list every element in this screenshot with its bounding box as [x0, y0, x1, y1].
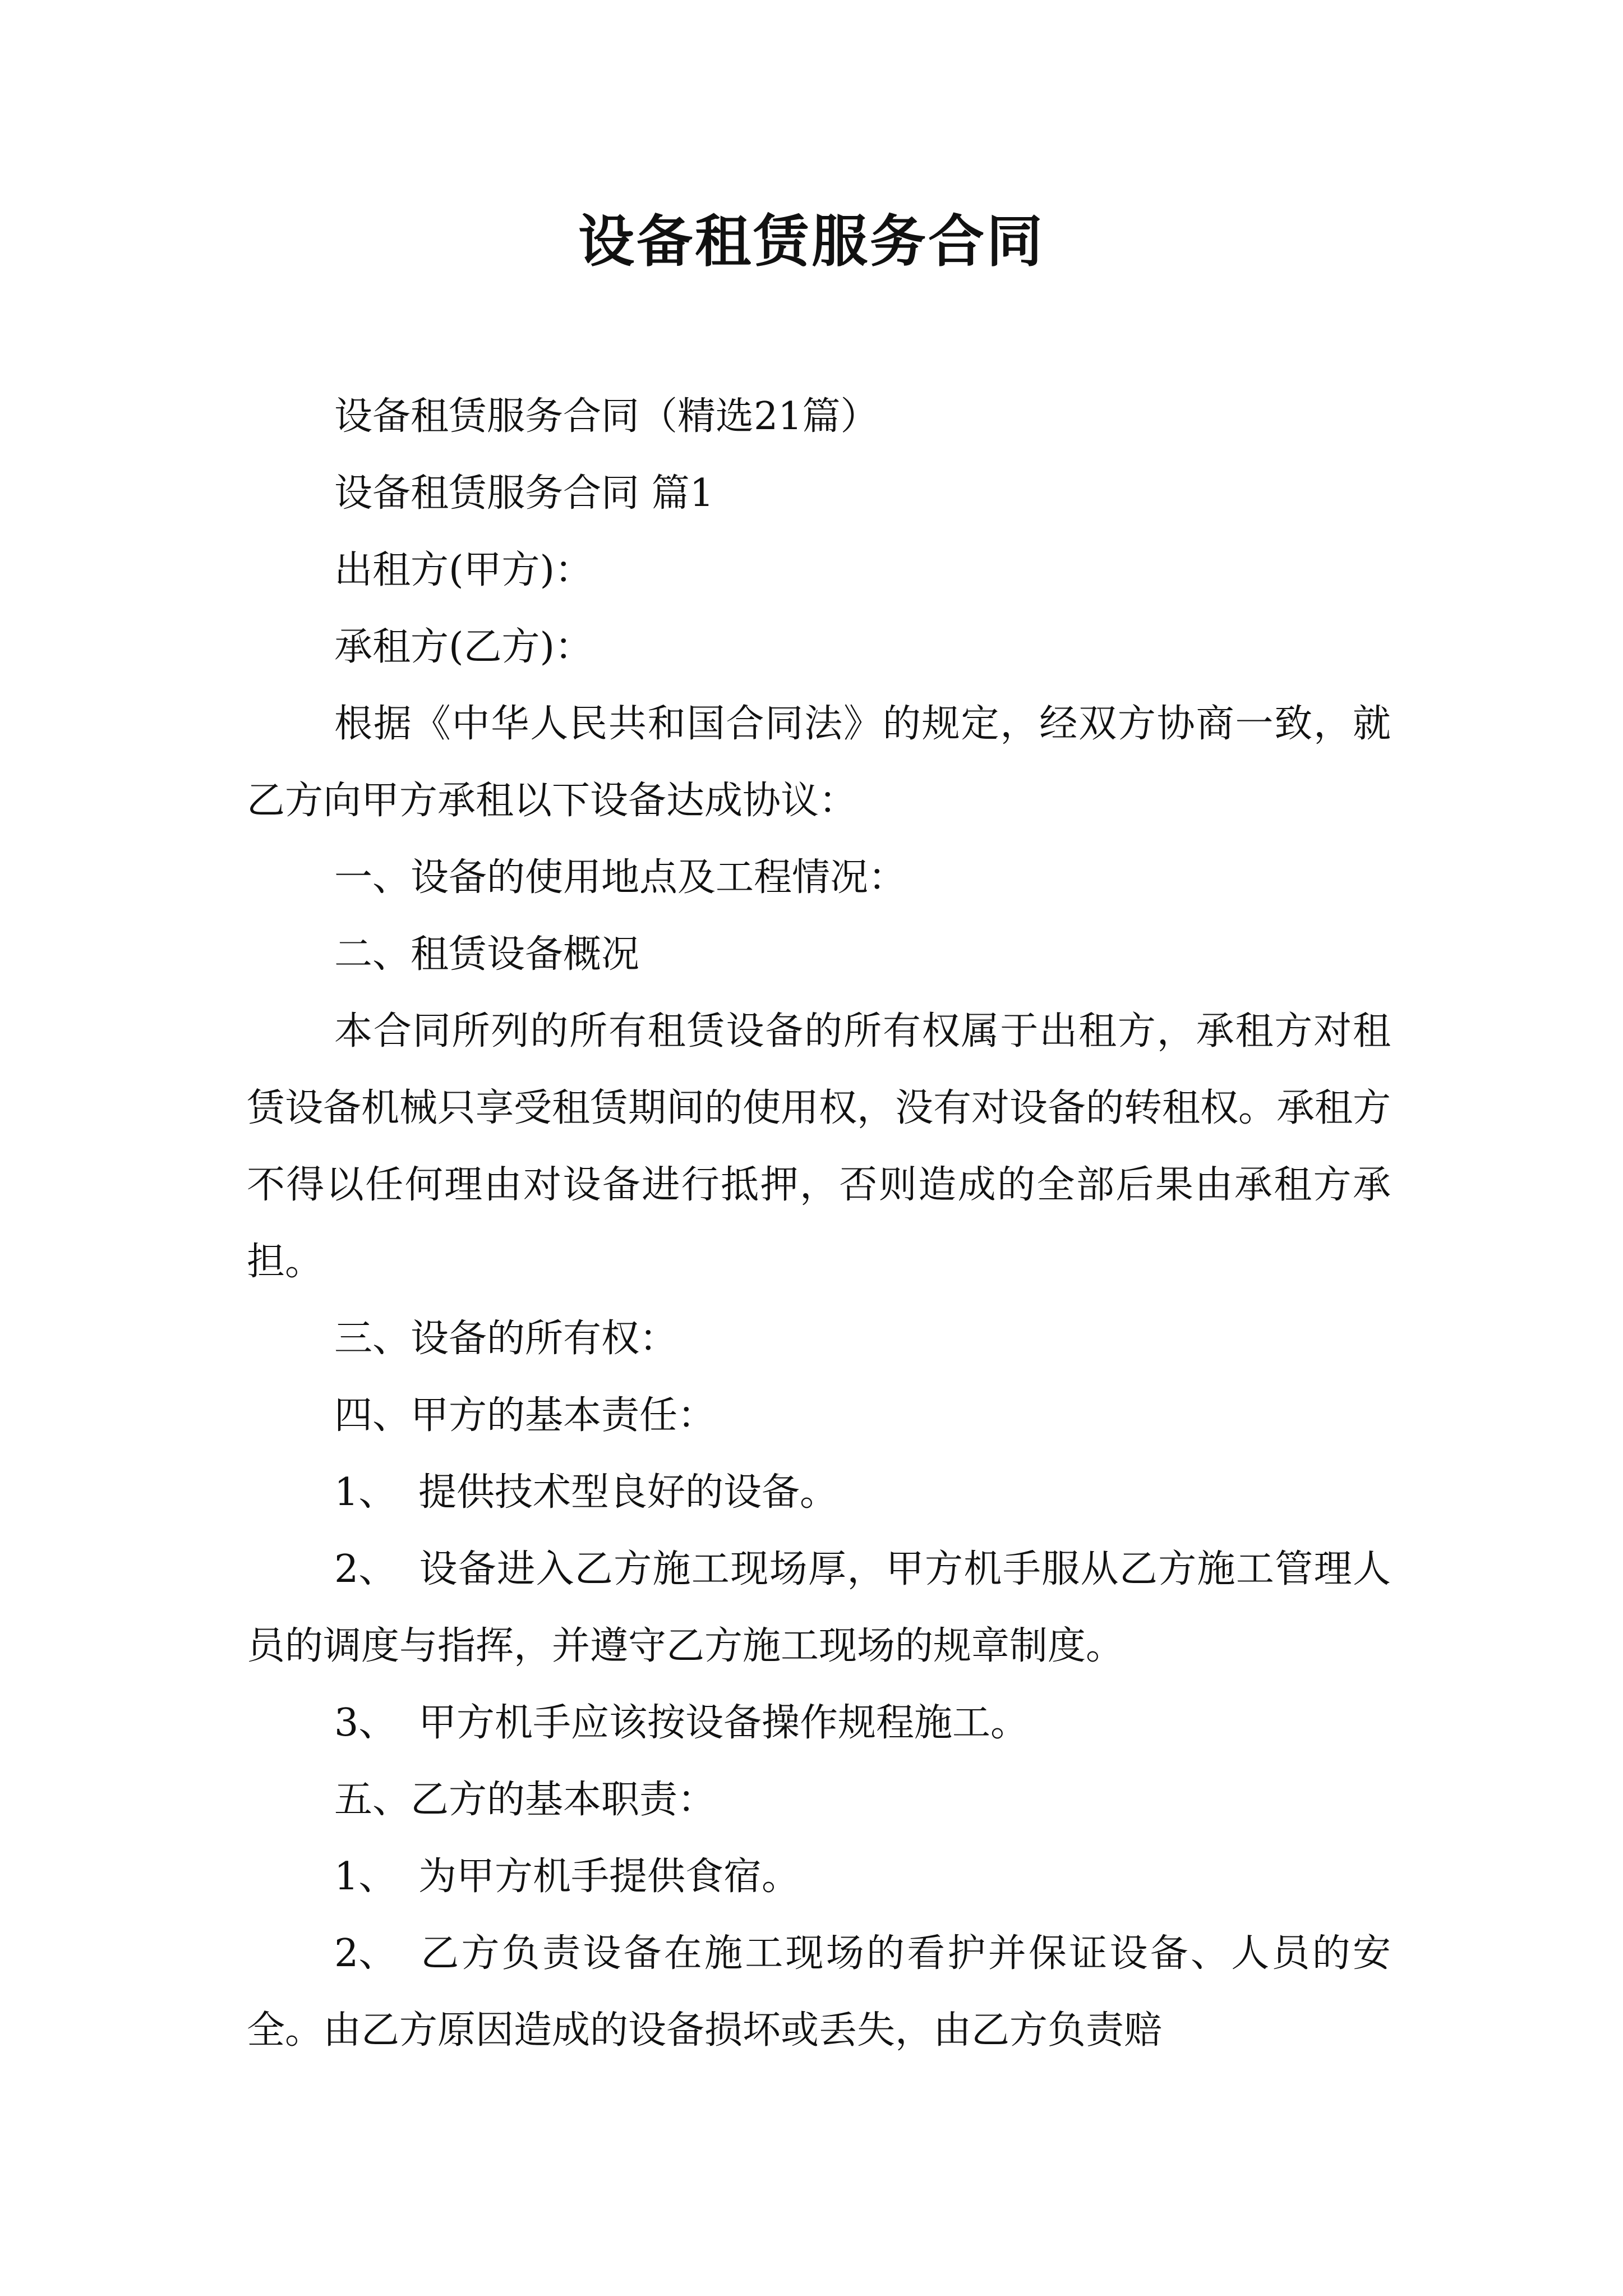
section-heading-1: 一、设备的使用地点及工程情况：: [334, 855, 907, 900]
clause-item: [247, 1685, 1391, 1761]
clause-item: [247, 1454, 1391, 1531]
clause-text: 提供技术型良好的设备。: [418, 1470, 838, 1515]
paragraph-lessor: 出租方(甲方)：: [334, 548, 593, 592]
paragraph-lessee: 承租方(乙方)：: [334, 625, 593, 669]
clause-item: [247, 1838, 1391, 1915]
section-heading-5: 五、乙方的基本职责：: [334, 1778, 716, 1822]
paragraph-contract-heading: 设备租赁服务合同 篇1: [334, 471, 714, 516]
document-title: 设备租赁服务合同: [578, 208, 1045, 274]
clause-text: 甲方机手应该按设备操作规程施工。: [418, 1701, 1029, 1745]
section-heading-3: 三、设备的所有权：: [334, 1317, 678, 1361]
clause-item: [247, 1915, 1391, 2069]
clause-text: 乙方负责设备在施工现场的看护并保证设备、人员的安全。由乙方原因造成的设备损坏或丢失，由乙方负责赔: [247, 1931, 1391, 2053]
clause-number: 1、: [334, 1470, 397, 1515]
clause-text: 设备进入乙方施工现场厚，甲方机手服从乙方施工管理人员的调度与指挥，并遵守乙方施工现场的规章制度。: [247, 1547, 1391, 1668]
clause-number: 3、: [334, 1701, 397, 1745]
paragraph-collection-heading: 设备租赁服务合同（精选21篇）: [334, 394, 879, 439]
paragraph-preamble: 根据《中华人民共和国合同法》的规定，经双方协商一致，就乙方向甲方承租以下设备达成协议：: [247, 702, 1391, 823]
document-body: [247, 378, 1391, 2069]
clause-item: [247, 1531, 1391, 1685]
section-heading-2: 二、租赁设备概况: [334, 932, 640, 977]
clause-text: 为甲方机手提供食宿。: [418, 1855, 800, 1899]
section-heading-4: 四、甲方的基本责任：: [334, 1393, 716, 1438]
clause-number: 2、: [334, 1547, 397, 1591]
clause-number: 1、: [334, 1855, 397, 1899]
clause-number: 2、: [334, 1931, 397, 1976]
paragraph-ownership-terms: 本合同所列的所有租赁设备的所有权属于出租方，承租方对租赁设备机械只享受租赁期间的使用权，没有对设备的转租权。承租方不得以任何理由对设备进行抵押，否则造成的全部后果由承租方承担。: [247, 1009, 1391, 1284]
